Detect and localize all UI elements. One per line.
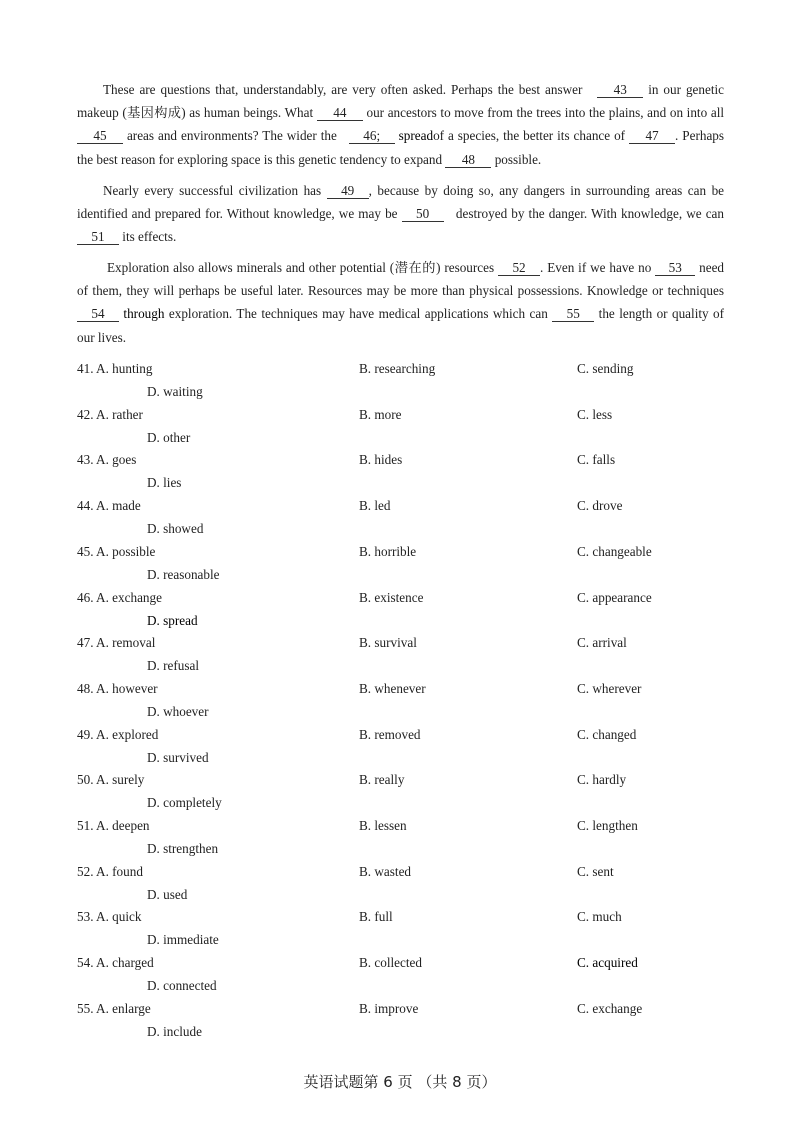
option-b: B. researching: [359, 361, 436, 376]
option-c: C. much: [577, 909, 622, 924]
blank-54: 54: [77, 306, 119, 322]
option-a: 51. A. deepen: [77, 818, 150, 833]
p1-text-1: These are questions that, understandably, are very often asked. Perhaps the best answer: [103, 82, 583, 97]
option-b: B. collected: [359, 955, 422, 970]
option-b: B. hides: [359, 452, 403, 467]
question-46: [0, 590, 800, 636]
p3-text-5: exploration. The techniques may have medical applications which can: [168, 306, 548, 322]
question-52: [0, 864, 800, 910]
question-47: [0, 635, 800, 681]
option-d: D. used: [147, 887, 188, 902]
option-b: B. full: [359, 909, 393, 924]
page-footer: 英语试题第 6 页 （共 8 页）: [303, 1073, 497, 1091]
blank-44: 44: [317, 105, 363, 121]
question-49: [0, 727, 800, 773]
p3-text-3: need of them, they will perhaps be useful later. Resources may be more than physical possessions. Knowledge or techniques: [77, 260, 725, 299]
option-b: B. whenever: [359, 681, 426, 696]
option-a: 49. A. explored: [77, 727, 159, 742]
blank-48: 48: [445, 152, 491, 168]
option-d: D. strengthen: [147, 841, 219, 856]
question-54: [0, 955, 800, 1001]
question-50: [0, 772, 800, 818]
option-c: C. exchange: [577, 1001, 643, 1016]
option-c: C. changeable: [577, 544, 652, 559]
blank-51: 51: [77, 229, 119, 245]
question-45: [0, 544, 800, 590]
passage-paragraph-1: [77, 78, 724, 171]
option-d: D. reasonable: [147, 567, 220, 582]
option-d: D. survived: [147, 750, 209, 765]
p1-text-6: of a species, the better its chance of: [433, 128, 626, 144]
option-a: 46. A. exchange: [77, 590, 162, 605]
p1-text-8: possible.: [494, 151, 542, 167]
option-b: B. led: [359, 498, 391, 513]
blank-43: 43: [597, 82, 643, 98]
option-d: D. whoever: [147, 704, 209, 719]
option-c: C. hardly: [577, 772, 627, 787]
p3-text-1: Exploration also allows minerals and other potential (潜在的) resources: [107, 260, 495, 275]
option-c: C. arrival: [577, 635, 627, 650]
p2-text-1: Nearly every successful civilization has: [103, 183, 322, 198]
option-b: B. improve: [359, 1001, 419, 1016]
option-c: C. sending: [577, 361, 634, 376]
option-d: D. lies: [147, 475, 182, 490]
option-a: 41. A. hunting: [77, 361, 153, 376]
option-a: 45. A. possible: [77, 544, 156, 559]
question-42: [0, 407, 800, 453]
p2-text-2: , because by doing so, any dangers in surrounding areas can be identified and prepared for. Without knowledge, we may be: [77, 183, 725, 222]
option-c: C. less: [577, 407, 613, 422]
option-d: D. include: [147, 1024, 202, 1039]
option-b: B. survival: [359, 635, 417, 650]
blank-46: 46;: [349, 128, 395, 144]
option-a: 55. A. enlarge: [77, 1001, 151, 1016]
option-c: C. falls: [577, 452, 616, 467]
question-51: [0, 818, 800, 864]
option-a: 54. A. charged: [77, 955, 154, 970]
option-c: C. acquired: [577, 955, 638, 970]
option-d: D. spread: [147, 613, 198, 628]
p1-text-5: spread: [398, 128, 434, 144]
option-c: C. wherever: [577, 681, 642, 696]
option-a: 47. A. removal: [77, 635, 156, 650]
blank-52: 52: [498, 260, 540, 276]
option-d: D. completely: [147, 795, 222, 810]
blank-47: 47: [629, 128, 675, 144]
blank-53: 53: [655, 260, 695, 276]
option-a: 53. A. quick: [77, 909, 142, 924]
option-c: C. sent: [577, 864, 614, 879]
option-a: 42. A. rather: [77, 407, 143, 422]
option-d: D. other: [147, 430, 191, 445]
option-c: C. changed: [577, 727, 637, 742]
option-c: C. drove: [577, 498, 623, 513]
option-b: B. more: [359, 407, 402, 422]
option-d: D. connected: [147, 978, 217, 993]
option-b: B. existence: [359, 590, 424, 605]
option-a: 44. A. made: [77, 498, 141, 513]
option-b: B. horrible: [359, 544, 417, 559]
p1-text-3: our ancestors to move from the trees into the plains, and on into all: [366, 105, 725, 121]
option-d: D. immediate: [147, 932, 219, 947]
question-53: [0, 909, 800, 955]
p1-text-7: . Perhaps the best reason for exploring space is this genetic tendency to expand: [77, 128, 725, 167]
blank-45: 45: [77, 128, 123, 144]
blank-50: 50: [402, 206, 444, 222]
option-b: B. removed: [359, 727, 421, 742]
option-a: 52. A. found: [77, 864, 143, 879]
question-41: [0, 361, 800, 407]
option-c: C. lengthen: [577, 818, 638, 833]
p1-text-4: areas and environments? The wider the: [126, 128, 337, 144]
option-b: B. lessen: [359, 818, 407, 833]
p3-text-6: the length or quality of our lives.: [77, 306, 725, 345]
passage-paragraph-2: [77, 179, 724, 249]
option-d: D. refusal: [147, 658, 199, 673]
p2-text-4: its effects.: [122, 229, 177, 245]
blank-49: 49: [327, 183, 369, 199]
option-b: B. wasted: [359, 864, 412, 879]
option-a: 43. A. goes: [77, 452, 137, 467]
p2-text-3: destroyed by the danger. With knowledge, we can: [455, 206, 724, 222]
blank-55: 55: [552, 306, 594, 322]
p1-text-2: in our genetic makeup (基因构成) as human beings. What: [77, 82, 725, 121]
question-55: [0, 1001, 800, 1047]
question-44: [0, 498, 800, 544]
p3-text-4: through: [123, 306, 165, 322]
option-b: B. really: [359, 772, 405, 787]
option-d: D. waiting: [147, 384, 203, 399]
passage-paragraph-3: [77, 256, 724, 349]
option-d: D. showed: [147, 521, 204, 536]
option-c: C. appearance: [577, 590, 652, 605]
question-43: [0, 452, 800, 498]
question-48: [0, 681, 800, 727]
p3-text-2: . Even if we have no: [540, 260, 652, 275]
option-a: 50. A. surely: [77, 772, 145, 787]
option-a: 48. A. however: [77, 681, 158, 696]
